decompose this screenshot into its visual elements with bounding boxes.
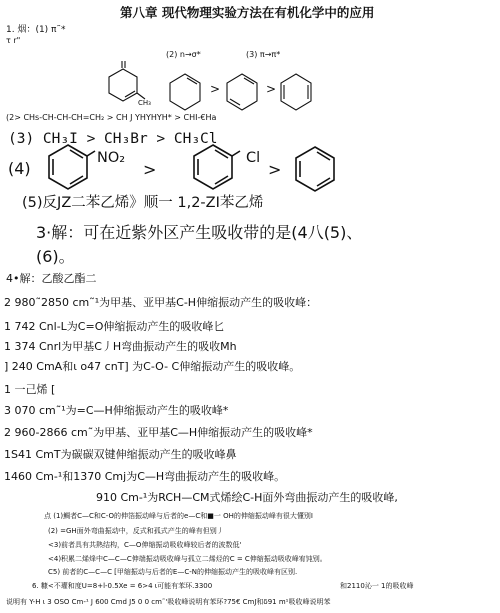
q6-line: 6. 糠<不瓘和度U=8+l-0.5Xe = 6>4 ι可能有苯环.3300 xyxy=(32,582,213,590)
q6-line: 说明有 Y-H ι 3 OSO Cm-¹ J 600 Cmd J5 0 0 cm˜'吸收峰说明有苯环?75€ CmJ和δ91 m¹吸收峰说明苯 xyxy=(6,598,331,606)
cyclohexene-ring-a xyxy=(165,72,205,112)
gt-sign: > xyxy=(210,82,221,96)
q1-label-2: (2) n→σ* xyxy=(166,50,201,59)
no2-label: NO₂ xyxy=(97,150,126,166)
ch3-label: CH₃ xyxy=(138,99,151,107)
q5-line: <3)前者具有共熱结构，C—O伸缩振动吸收峰较后者的波数低' xyxy=(48,541,242,549)
q4-line: 1 一己烯 [ xyxy=(4,383,56,396)
nitrobenzene-structure xyxy=(45,142,95,194)
q5-line: 点 (1)鯛者C—C和C-O的伸箔振动峰与后者的e—C和■一 OH的伸缩振动峰有很大懂別I xyxy=(44,512,313,520)
q4-head: 4•解：乙酸乙酯二 xyxy=(6,272,97,285)
q1-sub: τ r" xyxy=(6,36,21,45)
cyclohexadiene-ring-c xyxy=(276,72,316,112)
q5-line: <4)积累二烯烽中C—C—C伸端振动吸收峰与孤立二烯烃的C = C伸缩振动吸收峰宥饨别。 xyxy=(48,555,327,563)
q1-row2: (2> CHs-CH-CH-CH=CH₂ > CH J YHYHYH* > CHI-€Ha xyxy=(6,113,217,122)
q4-line: 2 960-2866 cm˜为甲基、亚甲基C—H伸缩振动产生的吸收峰* xyxy=(4,426,313,439)
q4-line: 910 Cm-¹为RCH—CM式烯绘C-H面外弯曲振动产生的吸收峰, xyxy=(96,491,398,504)
q4-line: ] 240 CmA和ι o47 cnT] 为C-O- C伸缩振动产生的吸收峰。 xyxy=(4,360,301,373)
chlorobenzene-structure xyxy=(190,142,240,194)
gt-sign: > xyxy=(266,82,277,96)
q3-line1: 3·解：可在近紫外区产生吸收带的是(4八(5)、 xyxy=(36,223,363,242)
gt-sign: > xyxy=(143,160,157,179)
q4-line: 1S41 CmT为碳碳双键伸缩振动产生的吸收峰鼻 xyxy=(4,448,237,461)
q1-row5: (5)反JZ二苯乙烯》顺一 1,2-ZI苯乙烯 xyxy=(22,195,264,211)
q4-line: 3 070 cm˜¹为=C—H伸缩振动产生的吸收峰* xyxy=(4,404,229,417)
page-title: 第八章 现代物理实验方法在有机化学中的应用 xyxy=(120,5,375,20)
q1-row4-prefix: (4) xyxy=(8,159,31,178)
benzene-structure xyxy=(292,144,342,196)
gt-sign: > xyxy=(268,160,282,179)
q1-row3: (3) CH₃I > CH₃Br > CH₃Cl xyxy=(8,131,218,147)
q4-line: 1 374 Cnrl为甲基C丿H弯曲振动产生的吸收Mh xyxy=(4,340,237,353)
q1-header: 1. 烟：(1) π˜* xyxy=(6,25,66,35)
q3-line2: (6)。 xyxy=(36,247,75,266)
q4-line: 1 742 Cnl-L为C=O伸缩振动产生的吸收峰匕 xyxy=(4,320,225,333)
q6-line: 和2110沁一 1的吸收峰 xyxy=(340,582,414,590)
cl-label: Cl xyxy=(246,150,261,166)
q4-line: 2 980˜2850 cm˜¹为甲基、亚甲基C-H伸缩振动产生的吸收峰： xyxy=(4,296,318,309)
q1-label-3: (3) π→π* xyxy=(246,50,281,59)
q4-line: 1460 Cm-¹和1370 Cmj为C—H弯曲振动产生的吸收峰。 xyxy=(4,470,286,483)
q5-line: C5) 前者的C—C—C [甲缩振动与后者的E—C-N的伸缩振动产生的吸收峰有区别. xyxy=(48,568,298,576)
q5-line: (2) =GH面外弯曲振动中，反式和孤式产生的峰有但别丿 xyxy=(48,527,224,535)
cyclohexadiene-ring-b xyxy=(222,72,262,112)
